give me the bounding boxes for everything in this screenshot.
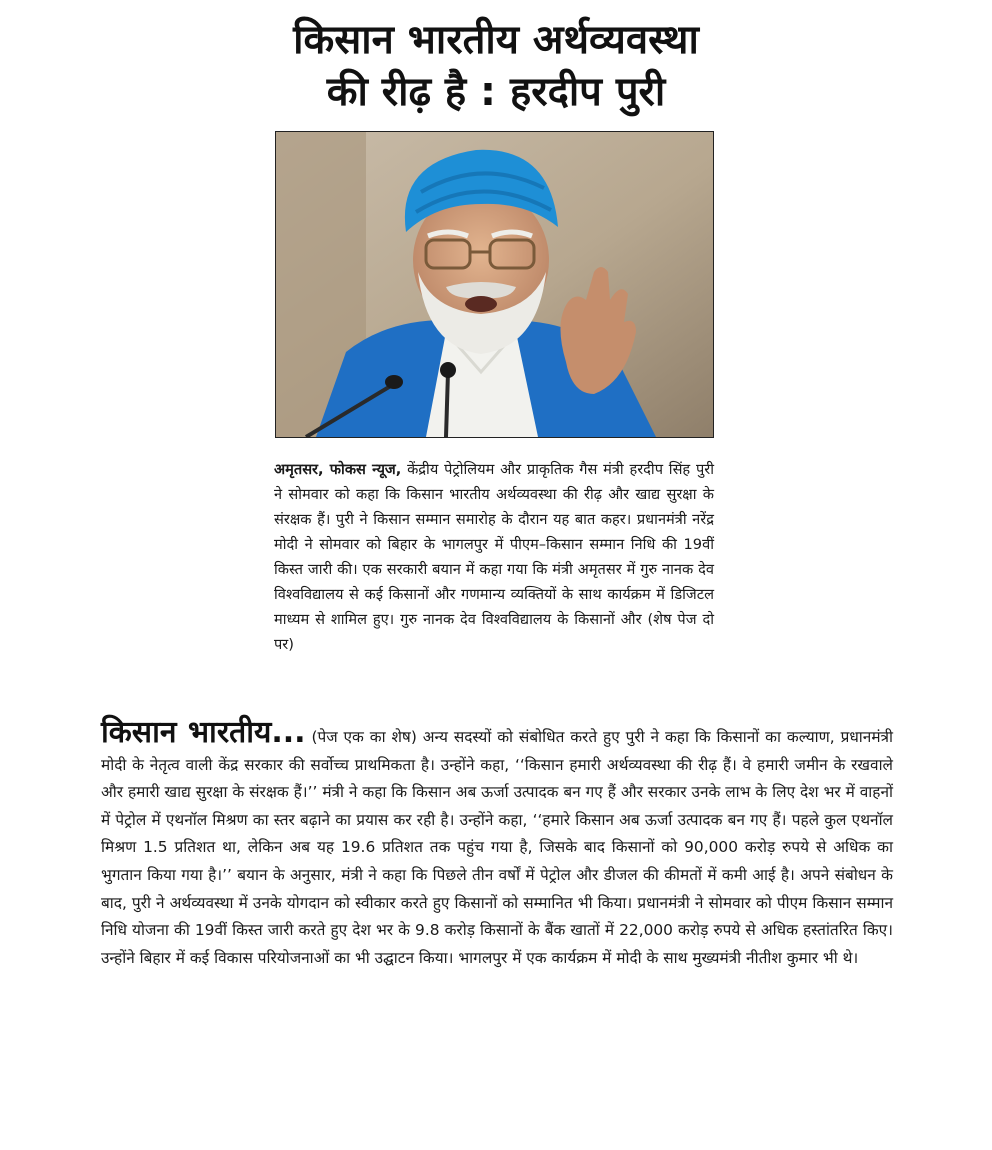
continuation-section [101, 715, 893, 972]
article-body: केंद्रीय पेट्रोलियम और प्राकृतिक गैस मंत्री हरदीप सिंह पुरी ने सोमवार को कहा कि किसान भारतीय अर्थव्यवस्था की रीढ़ और खाद्य सुरक्षा के संरक्षक हैं। पुरी ने किसान सम्मान समारोह के दौरान यह बात कहर। प्रधानमंत्री नरेंद्र मोदी ने सोमवार को बिहार के भागलपुर में पीएम–किसान सम्मान निधि की 19वीं किस्त जारी की। एक सरकारी बयान में कहा गया कि मंत्री अमृतसर में गुरु नानक देव विश्वविद्यालय से कई किसानों और गणमान्य व्यक्तियों के साथ कार्यक्रम में डिजिटल माध्यम से शामिल हुए। गुरु नानक देव विश्वविद्यालय के किसानों और (शेष पेज दो पर) [274, 461, 715, 653]
headline [0, 14, 992, 118]
news-photo [275, 131, 714, 438]
headline-line-1: किसान भारतीय अर्थव्यवस्था [293, 17, 699, 63]
continuation-body: (पेज एक का शेष) अन्य सदस्यों को संबोधित करते हुए पुरी ने कहा कि किसानों का कल्याण, प्रधानमंत्री मोदी के नेतृत्व वाली केंद्र सरकार की सर्वोच्च प्राथमिकता है। उन्होंने कहा, ‘‘किसान हमारी अर्थव्यवस्था की रीढ़ हैं। वे हमारी जमीन के रखवाले और हमारी खाद्य सुरक्षा के संरक्षक हैं।’’ मंत्री ने कहा कि किसान अब ऊर्जा उत्पादक बन गए हैं और सरकार उनके लाभ के लिए देश भर में वाहनों में पेट्रोल में एथनॉल मिश्रण का स्तर बढ़ाने का प्रयास कर रही है। उन्होंने कहा, ‘‘हमारे किसान अब ऊर्जा उत्पादक बन गए हैं। पहले कुल एथनॉल मिश्रण 1.5 प्रतिशत था, लेकिन अब यह 19.6 प्रतिशत तक पहुंच गया है, जिसके बाद किसानों को 90,000 करोड़ रुपये से अधिक का भुगतान किया गया है।’’ बयान के अनुसार, मंत्री ने कहा कि पिछले तीन वर्षों में पेट्रोल और डीजल की कीमतों में कमी आई है। अपने संबोधन के बाद, पुरी ने अर्थव्यवस्था में उनके योगदान को स्वीकार करते हुए किसानों को सम्मानित भी किया। प्रधानमंत्री ने सोमवार को पीएम किसान सम्मान निधि योजना की 19वीं किस्त जारी करते हुए देश भर के 9.8 करोड़ किसानों के बैंक खातों में 22,000 करोड़ रुपये से अधिक हस्तांतरित किए। उन्होंने बिहार में कई विकास परियोजनाओं का भी उद्घाटन किया। भागलपुर में एक कार्यक्रम में मोदी के साथ मुख्यमंत्री नीतीश कुमार भी थे। [101, 728, 893, 967]
article-column [274, 457, 714, 657]
headline-line-2: की रीढ़ है : हरदीप पुरी [326, 69, 666, 115]
article-dateline: अमृतसर, फोकस न्यूज, [274, 461, 402, 478]
continuation-heading: किसान भारतीय... [101, 715, 306, 750]
